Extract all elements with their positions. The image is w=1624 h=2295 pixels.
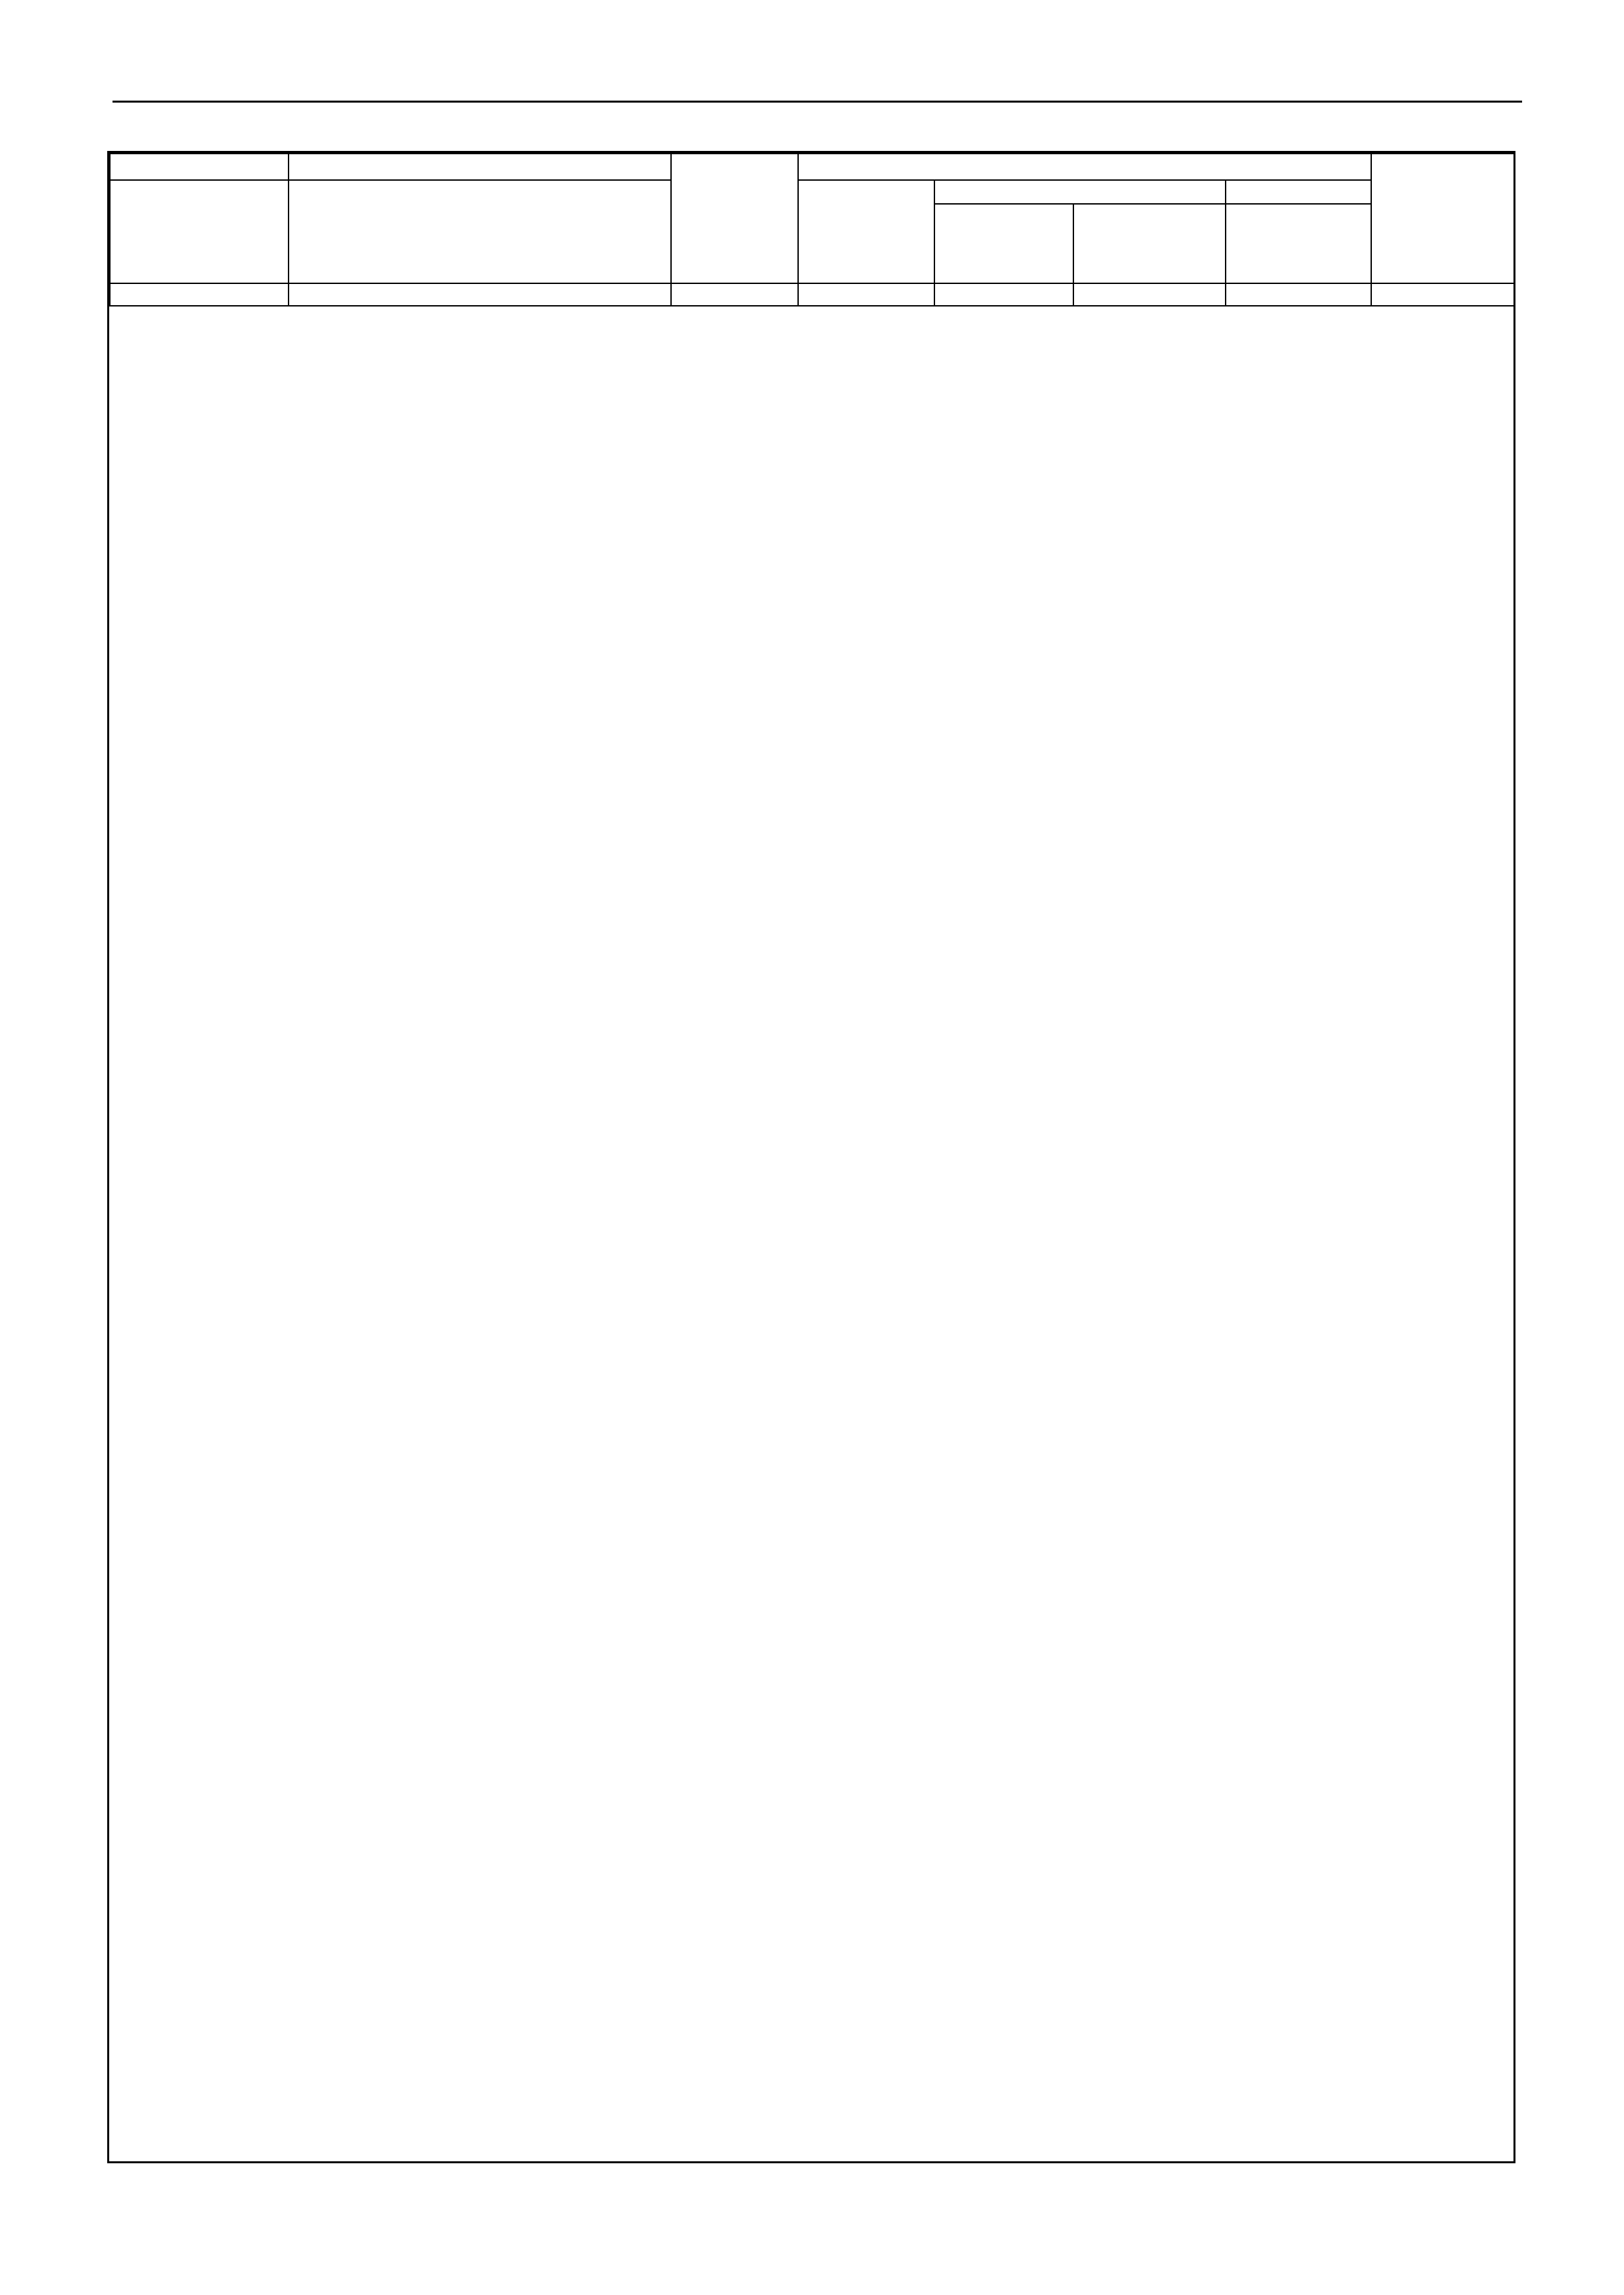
column-number <box>671 283 798 306</box>
header-c5 <box>1073 204 1226 283</box>
header-machines <box>934 180 1226 204</box>
header-c7 <box>1371 154 1514 283</box>
column-numbers-row <box>110 283 1514 306</box>
column-number <box>1371 283 1514 306</box>
header-c3 <box>798 180 934 283</box>
table-header <box>109 153 1515 306</box>
column-number <box>1073 283 1226 306</box>
header-c1-bottom <box>289 180 671 283</box>
page-header <box>113 98 1522 103</box>
rates-table-frame <box>107 151 1515 2163</box>
header-c0-top <box>110 154 289 180</box>
column-number <box>1226 283 1371 306</box>
header-c6 <box>1226 204 1371 283</box>
column-number <box>110 283 289 306</box>
header-materials <box>1226 180 1371 204</box>
header-c2 <box>671 154 798 283</box>
header-c4 <box>934 204 1073 283</box>
column-number <box>289 283 671 306</box>
header-c0-bottom <box>110 180 289 283</box>
table-title <box>109 306 1513 320</box>
header-incl <box>798 154 1371 180</box>
column-number <box>934 283 1073 306</box>
column-number <box>798 283 934 306</box>
header-c1-top <box>289 154 671 180</box>
